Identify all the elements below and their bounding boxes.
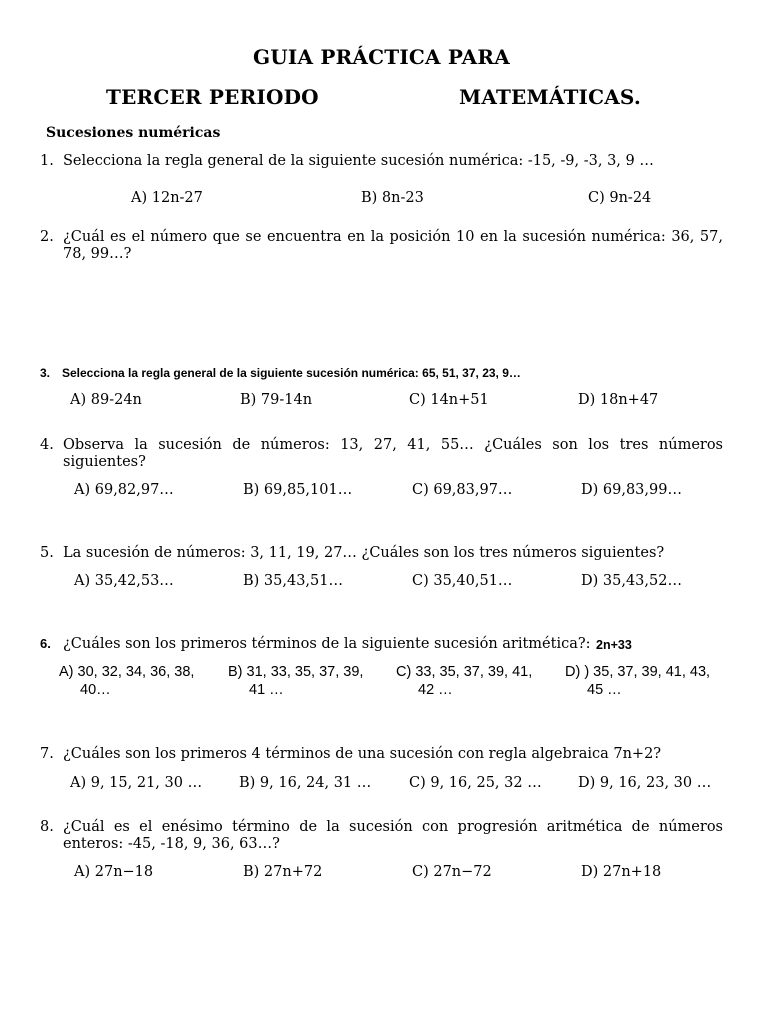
answer-option-cont: 40…	[80, 682, 111, 698]
question-text-cont: 78, 99…?	[63, 246, 132, 262]
question-number: 7.	[40, 746, 54, 762]
question-number: 5.	[40, 545, 54, 561]
question-text: Selecciona la regla general de la siguiente sucesión numérica: -15, -9, -3, 3, 9 …	[63, 153, 654, 169]
answer-option: B) 35,43,51…	[243, 573, 343, 589]
answer-option: C) 69,83,97…	[412, 482, 513, 498]
answer-option: A) 89-24n	[70, 392, 142, 408]
question-text-cont: siguientes?	[63, 454, 146, 470]
answer-option: D) 9, 16, 23, 30 …	[578, 775, 712, 791]
question-number: 2.	[40, 229, 54, 245]
answer-option-cont: 41 …	[249, 682, 284, 698]
answer-option: D) 27n+18	[581, 864, 662, 880]
period-title: TERCER PERIODO	[106, 85, 319, 109]
question-number: 3.	[40, 366, 51, 380]
answer-option: B) 9, 16, 24, 31 …	[239, 775, 372, 791]
question-text: ¿Cuáles son los primeros 4 términos de una sucesión con regla algebraica 7n+2?	[63, 746, 662, 762]
question-text: Selecciona la regla general de la siguiente sucesión numérica: 65, 51, 37, 23, 9…	[62, 366, 521, 380]
answer-option: B) 27n+72	[243, 864, 323, 880]
answer-option-cont: 45 …	[587, 682, 622, 698]
answer-option: C) 14n+51	[409, 392, 489, 408]
answer-option: B) 31, 33, 35, 37, 39,	[228, 664, 364, 680]
question-text: Observa la sucesión de números: 13, 27, 41, 55… ¿Cuáles son los tres números	[63, 437, 723, 453]
subject-title: MATEMÁTICAS.	[459, 85, 642, 109]
answer-option: D) 18n+47	[578, 392, 659, 408]
question-number: 1.	[40, 153, 54, 169]
question-number: 8.	[40, 819, 54, 835]
answer-option: A) 69,82,97…	[74, 482, 174, 498]
question-number: 6.	[40, 636, 51, 651]
question-text: ¿Cuál es el enésimo término de la sucesión con progresión aritmética de números	[63, 819, 723, 835]
answer-option: C) 27n−72	[412, 864, 492, 880]
page-title: GUIA PRÁCTICA PARA	[253, 45, 510, 69]
answer-option: D) 69,83,99…	[581, 482, 682, 498]
answer-option: A) 27n−18	[74, 864, 154, 880]
answer-option: A) 35,42,53…	[74, 573, 174, 589]
question-number: 4.	[40, 437, 54, 453]
section-heading: Sucesiones numéricas	[46, 125, 221, 141]
answer-option: C) 33, 35, 37, 39, 41,	[396, 664, 533, 680]
question-text-cont: enteros: -45, -18, 9, 36, 63…?	[63, 836, 280, 852]
answer-option-cont: 42 …	[418, 682, 453, 698]
answer-option: B) 69,85,101…	[243, 482, 353, 498]
question-text: ¿Cuál es el número que se encuentra en la posición 10 en la sucesión numérica: 36, 57,	[63, 229, 723, 245]
answer-option: D) 35,43,52…	[581, 573, 682, 589]
question-text: La sucesión de números: 3, 11, 19, 27… ¿Cuáles son los tres números siguientes?	[63, 545, 665, 561]
sequence-rule: 2n+33	[596, 638, 632, 652]
answer-option: B) 79-14n	[240, 392, 313, 408]
answer-option: A) 12n-27	[131, 190, 203, 206]
answer-option: D) ) 35, 37, 39, 41, 43,	[565, 664, 711, 680]
answer-option: B) 8n-23	[361, 190, 424, 206]
answer-option: C) 9n-24	[588, 190, 652, 206]
answer-option: A) 9, 15, 21, 30 …	[70, 775, 203, 791]
question-text: ¿Cuáles son los primeros términos de la siguiente sucesión aritmética?:	[63, 636, 591, 652]
answer-option: A) 30, 32, 34, 36, 38,	[59, 664, 195, 680]
answer-option: C) 35,40,51…	[412, 573, 513, 589]
answer-option: C) 9, 16, 25, 32 …	[409, 775, 542, 791]
